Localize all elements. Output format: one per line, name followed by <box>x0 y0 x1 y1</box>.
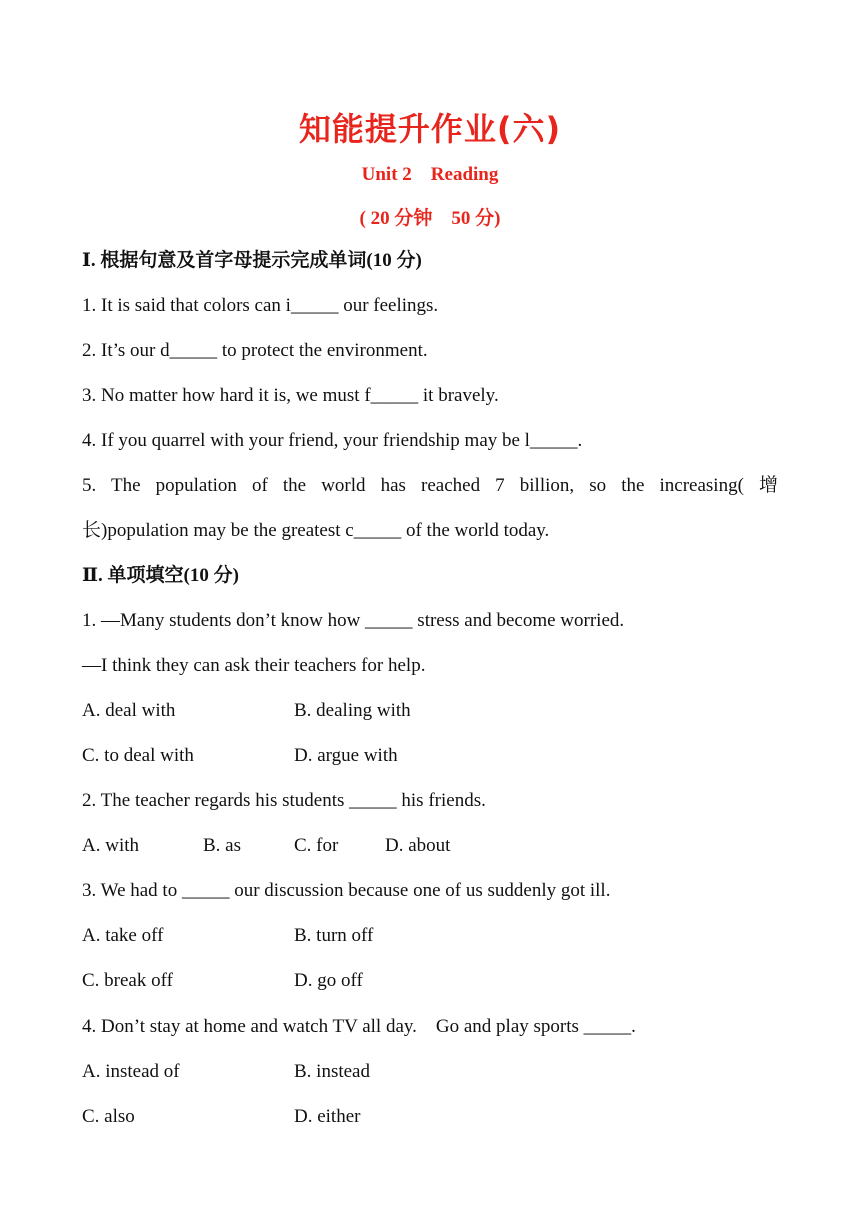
q1-stem: 1. —Many students don’t know how _____ stress and become worried. <box>82 610 625 631</box>
q1-option-d: D. argue with <box>294 745 398 766</box>
q4-option-b: B. instead <box>294 1061 370 1082</box>
q4-stem: 4. Don’t stay at home and watch TV all day. Go and play sports _____. <box>82 1016 636 1037</box>
s1-item-4: 4. If you quarrel with your friend, your friendship may be l_____. <box>82 430 583 451</box>
q2-option-b: B. as <box>203 835 241 856</box>
q3-option-b: B. turn off <box>294 925 374 946</box>
s1-item-5-line-1: 5. The population of the world has reached 7 billion, so the increasing( 增 <box>82 475 778 496</box>
q1-option-c: C. to deal with <box>82 745 194 766</box>
unit-subtitle: Unit 2 Reading <box>361 164 499 185</box>
section-2-heading: Ⅱ. 单项填空(10 分) <box>82 565 239 586</box>
q3-option-d: D. go off <box>294 970 363 991</box>
q3-stem: 3. We had to _____ our discussion because one of us suddenly got ill. <box>82 880 611 901</box>
s1-item-5-line-2: 长)population may be the greatest c_____ of the world today. <box>82 520 550 541</box>
s1-item-3: 3. No matter how hard it is, we must f_____ it bravely. <box>82 385 499 406</box>
q3-option-c: C. break off <box>82 970 173 991</box>
section-1-heading: Ⅰ. 根据句意及首字母提示完成单词(10 分) <box>82 250 422 271</box>
q4-option-a: A. instead of <box>82 1061 180 1082</box>
q2-option-d: D. about <box>385 835 451 856</box>
q2-option-a: A. with <box>82 835 139 856</box>
q2-option-c: C. for <box>294 835 339 856</box>
q4-option-d: D. either <box>294 1106 361 1127</box>
q3-option-a: A. take off <box>82 925 164 946</box>
q2-stem: 2. The teacher regards his students _____ his friends. <box>82 790 486 811</box>
q1-option-b: B. dealing with <box>294 700 411 721</box>
q1-reply: —I think they can ask their teachers for help. <box>82 655 426 676</box>
q1-option-a: A. deal with <box>82 700 176 721</box>
s1-item-2: 2. It’s our d_____ to protect the environment. <box>82 340 428 361</box>
q4-option-c: C. also <box>82 1106 135 1127</box>
time-subtitle: ( 20 分钟 50 分) <box>359 208 501 229</box>
page-title: 知能提升作业(六) <box>298 110 562 148</box>
s1-item-1: 1. It is said that colors can i_____ our feelings. <box>82 295 439 316</box>
